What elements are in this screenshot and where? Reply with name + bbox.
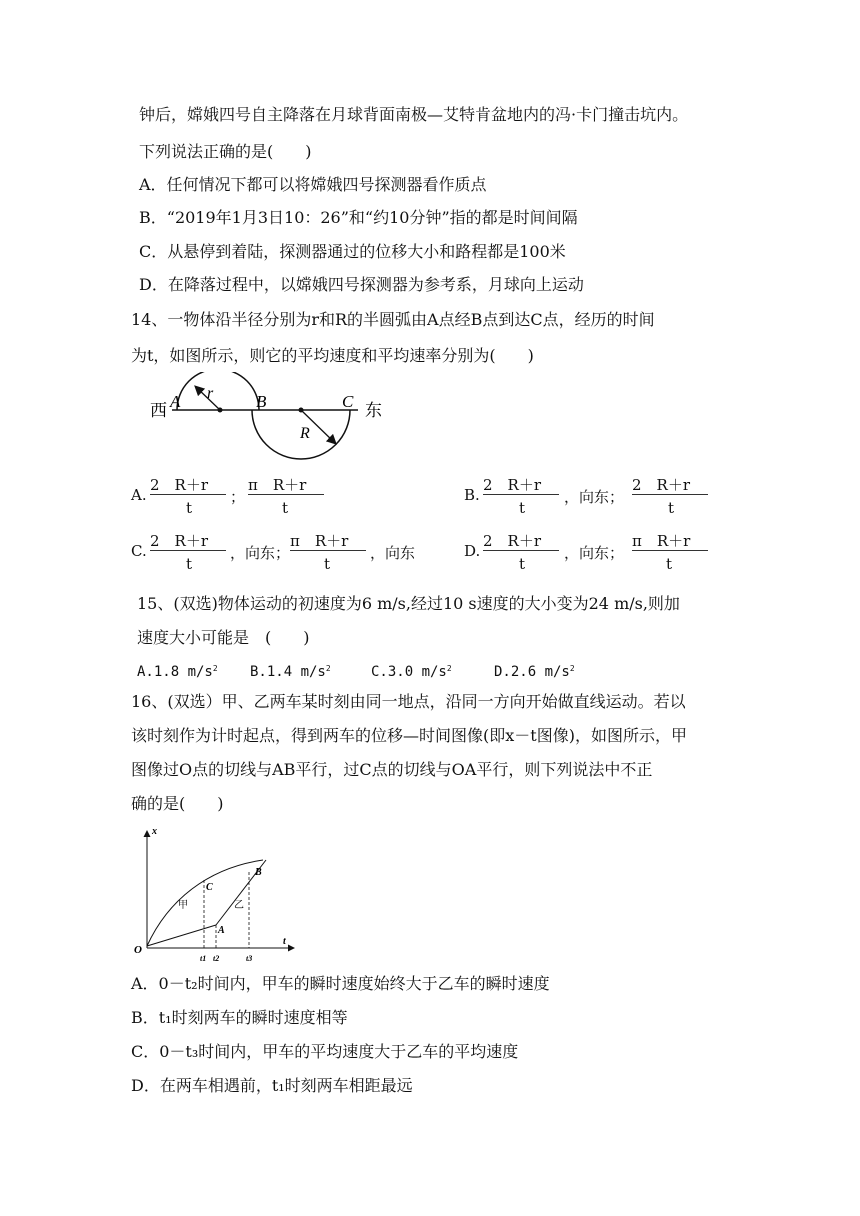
q14-option-b-label: B.	[464, 486, 480, 504]
frac-numerator: π R＋r	[290, 532, 349, 550]
tick-t2: t2	[213, 954, 220, 963]
q14-option-a-label: A.	[131, 486, 147, 504]
q13-option-b: B．“2019年1月3日10：26”和“约10分钟”指的都是时间间隔	[139, 208, 578, 227]
q15-option-d	[494, 662, 575, 682]
q16-line2: 该时刻作为计时起点，得到两车的位移—时间图像(即x－t图像)，如图所示，甲	[131, 726, 687, 745]
label-C: C	[206, 882, 213, 893]
small-semicircle	[177, 372, 259, 410]
frac-bar	[248, 494, 324, 495]
label-east: 东	[365, 401, 382, 420]
label-yi: 乙	[234, 900, 244, 911]
frac-denominator: t	[668, 499, 675, 517]
axis-label-t: t	[283, 936, 286, 947]
frac-bar	[483, 494, 559, 495]
frac-denominator: t	[519, 499, 526, 517]
frac-denominator: t	[519, 555, 526, 573]
frac-denominator: t	[186, 499, 193, 517]
q14-c-tail: ，向东	[370, 544, 416, 562]
q15-option-d-text: D.2.6 m/s	[494, 664, 570, 680]
frac-numerator: 2 R＋r	[483, 476, 542, 494]
line-oa	[147, 925, 216, 946]
superscript: 2	[212, 664, 218, 673]
tick-t1: t1	[200, 954, 207, 963]
q16-line3: 图像过O点的切线与AB平行，过C点的切线与OA平行，则下列说法中不正	[131, 760, 653, 779]
label-A: A	[170, 392, 181, 411]
label-B: B	[255, 867, 262, 878]
q13-option-d: D．在降落过程中，以嫦娥四号探测器为参考系，月球向上运动	[139, 275, 584, 294]
superscript: 2	[446, 664, 452, 673]
q14-a-separator: ；	[230, 488, 246, 506]
q15-option-b-text: B.1.4 m/s	[250, 664, 326, 680]
label-west: 西	[150, 401, 167, 420]
label-jia: 甲	[178, 900, 188, 911]
superscript: 2	[325, 664, 331, 673]
q15-option-b	[250, 662, 331, 682]
q14-option-c-label: C.	[131, 542, 147, 560]
q13-line1: 钟后，嫦娥四号自主降落在月球背面南极—艾特肯盆地内的冯·卡门撞击坑内。	[139, 105, 689, 124]
q16-option-c: C．0－t₃时间内，甲车的平均速度大于乙车的平均速度	[131, 1042, 519, 1061]
x-t-graph-figure	[128, 820, 304, 970]
frac-bar	[632, 494, 708, 495]
q14-option-d-label: D.	[464, 542, 481, 560]
tick-t3: t3	[246, 954, 253, 963]
frac-bar	[632, 550, 708, 551]
frac-numerator: π R＋r	[632, 532, 691, 550]
q13-stem: 下列说法正确的是( )	[139, 142, 312, 161]
q13-option-a: A．任何情况下都可以将嫦娥四号探测器看作质点	[139, 175, 487, 194]
q15-option-a	[137, 662, 218, 682]
label-O: O	[134, 944, 142, 956]
q15-option-c	[371, 662, 452, 682]
q15-line1: 15、(双选)物体运动的初速度为6 m/s,经过10 s速度的大小变为24 m/s,则加	[137, 594, 680, 613]
q15-line2: 速度大小可能是 ( )	[137, 628, 310, 647]
semicircle-path-figure	[140, 372, 400, 468]
q16-line4: 确的是( )	[131, 794, 224, 813]
q16-line1: 16、(双选）甲、乙两车某时刻由同一地点，沿同一方向开始做直线运动。若以	[131, 692, 686, 711]
q16-option-b: B．t₁时刻两车的瞬时速度相等	[131, 1008, 348, 1027]
frac-denominator: t	[282, 499, 289, 517]
label-B: B	[256, 392, 267, 411]
frac-numerator: π R＋r	[248, 476, 307, 494]
q16-option-a: A．0－t₂时间内，甲车的瞬时速度始终大于乙车的瞬时速度	[131, 974, 550, 993]
q14-line1: 14、一物体沿半径分别为r和R的半圆弧由A点经B点到达C点，经历的时间	[131, 310, 655, 329]
frac-numerator: 2 R＋r	[483, 532, 542, 550]
label-A: A	[218, 925, 225, 936]
axis-label-x: x	[152, 826, 157, 837]
q14-d-separator: ，向东；	[564, 544, 625, 562]
frac-numerator: 2 R＋r	[150, 532, 209, 550]
q13-option-c: C．从悬停到着陆，探测器通过的位移大小和路程都是100米	[139, 242, 566, 261]
frac-bar	[290, 550, 366, 551]
frac-denominator: t	[666, 555, 673, 573]
label-C: C	[342, 392, 354, 411]
q14-c-separator: ，向东；	[230, 544, 291, 562]
curve-jia	[147, 860, 263, 946]
q15-option-a-text: A.1.8 m/s	[137, 664, 213, 680]
q16-option-d: D．在两车相遇前，t₁时刻两车相距最远	[131, 1076, 413, 1095]
frac-numerator: 2 R＋r	[150, 476, 209, 494]
superscript: 2	[569, 664, 575, 673]
q15-option-c-text: C.3.0 m/s	[371, 664, 447, 680]
frac-bar	[483, 550, 559, 551]
q14-line2: 为t，如图所示，则它的平均速度和平均速率分别为( )	[131, 346, 534, 365]
frac-denominator: t	[324, 555, 331, 573]
frac-numerator: 2 R＋r	[632, 476, 691, 494]
q14-b-separator: ，向东；	[564, 488, 625, 506]
label-R: R	[300, 425, 310, 442]
frac-bar	[150, 550, 226, 551]
label-r: r	[207, 385, 214, 402]
frac-bar	[150, 494, 226, 495]
frac-denominator: t	[186, 555, 193, 573]
